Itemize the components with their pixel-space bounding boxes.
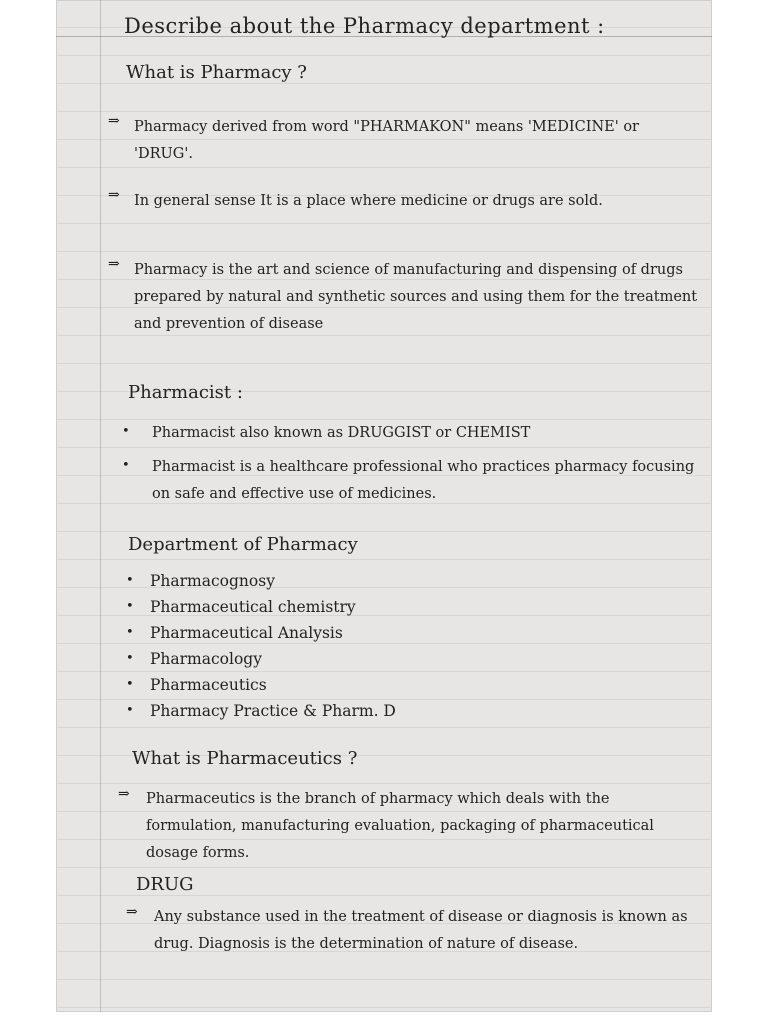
arrow-icon: ⇒ [126, 904, 138, 920]
list-item [126, 646, 550, 672]
list-item [126, 568, 550, 594]
bullet-icon: • [126, 677, 134, 692]
department-list [126, 568, 550, 724]
department-item: Pharmaceutics [150, 676, 267, 694]
department-item: Pharmaceutical Analysis [150, 624, 343, 642]
arrow-icon: ⇒ [108, 256, 120, 272]
list-item [126, 620, 550, 646]
list-item [126, 672, 550, 698]
bullet-icon: • [122, 424, 130, 439]
pharmacist-point-1: Pharmacist also known as DRUGGIST or CHEMIST [152, 425, 531, 441]
bullet-icon: • [126, 651, 134, 666]
arrow-icon: ⇒ [108, 113, 120, 129]
pharmacy-point-3: Pharmacy is the art and science of manufacturing and dispensing of drugs prepared by natural and synthetic sources and using them for the treatment and prevention of disease [134, 262, 698, 332]
section-heading-what-is-pharmacy: What is Pharmacy ? [126, 62, 307, 83]
bullet-icon: • [126, 703, 134, 718]
section-heading-department: Department of Pharmacy [128, 534, 358, 555]
department-item: Pharmacy Practice & Pharm. D [150, 702, 396, 720]
pharmacy-point-1: Pharmacy derived from word "PHARMAKON" means 'MEDICINE' or 'DRUG'. [134, 119, 639, 162]
department-item: Pharmacology [150, 650, 262, 668]
section-heading-pharmaceutics: What is Pharmaceutics ? [132, 748, 358, 769]
arrow-icon: ⇒ [118, 786, 130, 802]
bullet-icon: • [126, 573, 134, 588]
arrow-icon: ⇒ [108, 187, 120, 203]
notebook-page [56, 0, 712, 1012]
bullet-icon: • [126, 599, 134, 614]
pharmacy-point-2: In general sense It is a place where medicine or drugs are sold. [134, 193, 603, 209]
department-item: Pharmaceutical chemistry [150, 598, 356, 616]
drug-definition: Any substance used in the treatment of disease or diagnosis is known as drug. Diagnosis is the determination of nature of disease. [154, 909, 688, 952]
margin-line [100, 0, 101, 1012]
section-heading-pharmacist: Pharmacist : [128, 382, 243, 403]
bullet-icon: • [126, 625, 134, 640]
page-title: Describe about the Pharmacy department : [124, 14, 605, 38]
list-item [126, 594, 550, 620]
list-item [126, 698, 550, 724]
bullet-icon: • [122, 458, 130, 473]
pharmacist-point-2: Pharmacist is a healthcare professional who practices pharmacy focusing on safe and effective use of medicines. [152, 459, 695, 502]
section-heading-drug: DRUG [136, 874, 194, 895]
pharmaceutics-definition: Pharmaceutics is the branch of pharmacy which deals with the formulation, manufacturing evaluation, packaging of pharmaceutical dosage forms. [146, 791, 654, 861]
department-item: Pharmacognosy [150, 572, 275, 590]
